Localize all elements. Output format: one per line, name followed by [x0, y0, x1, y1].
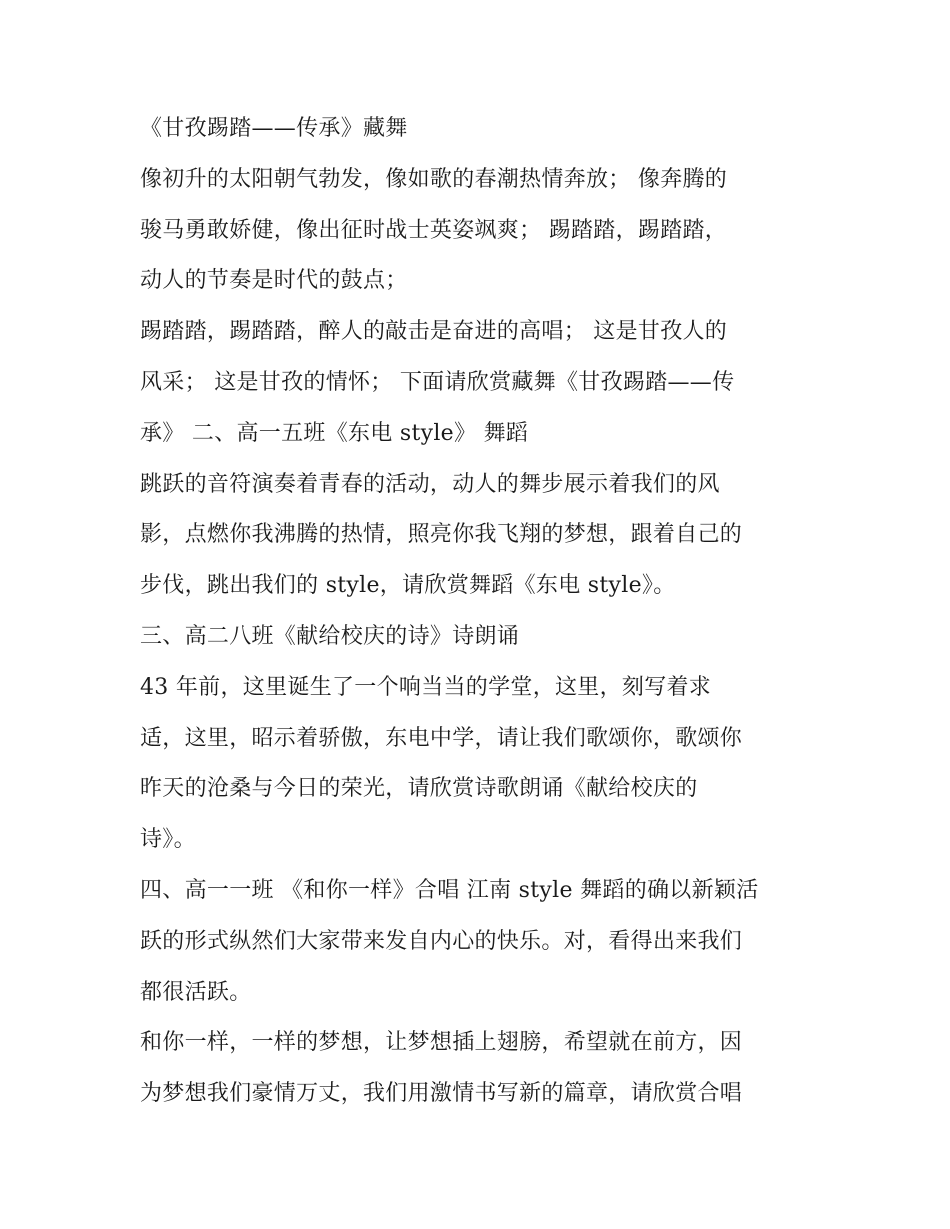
text-line: 风采； 这是甘孜的情怀； 下面请欣赏藏舞《甘孜踢踏——传	[140, 369, 735, 395]
text-line: 像初升的太阳朝气勃发，像如歌的春潮热情奔放； 像奔腾的	[140, 166, 728, 192]
text-line: 为梦想我们豪情万丈，我们用激情书写新的篇章，请欣赏合唱	[140, 1081, 743, 1107]
text-line: 承》 二、高一五班《东电 style》 舞蹈	[140, 420, 529, 446]
text-line-title: 《甘孜踢踏——传承》藏舞	[140, 116, 408, 141]
text-line: 骏马勇敢娇健，像出征时战士英姿飒爽； 踢踏踏，踢踏踏，	[140, 217, 728, 243]
text-line: 43 年前，这里诞生了一个响当当的学堂，这里，刻写着求	[140, 674, 712, 700]
text-line: 昨天的沧桑与今日的荣光，请欣赏诗歌朗诵《献给校庆的	[140, 776, 698, 802]
text-line-heading: 四、高一一班 《和你一样》合唱 江南 style 舞蹈的确以新颖活	[140, 877, 759, 903]
text-line: 适，这里，昭示着骄傲，东电中学，请让我们歌颂你，歌颂你	[140, 725, 743, 751]
text-line: 都很活跃。	[140, 979, 252, 1005]
text-line: 诗》。	[140, 827, 196, 853]
text-line: 踢踏踏，踢踏踏，醉人的敲击是奋进的高唱； 这是甘孜人的	[140, 319, 728, 345]
text-line: 跃的形式纵然们大家带来发自内心的快乐。对，看得出来我们	[140, 928, 743, 954]
text-line: 和你一样，一样的梦想，让梦想插上翅膀，希望就在前方，因	[140, 1030, 743, 1056]
text-line: 步伐，跳出我们的 style，请欣赏舞蹈《东电 style》。	[140, 573, 676, 599]
text-line: 跳跃的音符演奏着青春的活动，动人的舞步展示着我们的风	[140, 471, 720, 497]
text-line: 影，点燃你我沸腾的热情，照亮你我飞翔的梦想，跟着自己的	[140, 522, 743, 548]
document-body	[140, 104, 830, 1120]
text-line-heading: 三、高二八班《献给校庆的诗》诗朗诵	[140, 623, 520, 649]
text-line: 动人的节奏是时代的鼓点；	[140, 268, 408, 294]
